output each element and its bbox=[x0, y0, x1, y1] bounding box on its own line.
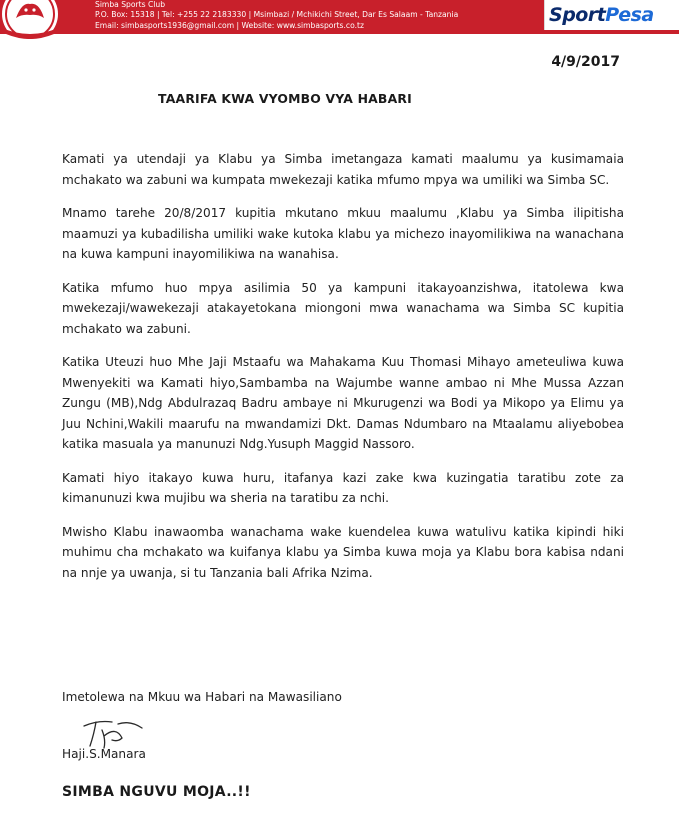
email-website-line: Email: simbasports1936@gmail.com | Website: www.simbasports.co.tz bbox=[95, 20, 364, 30]
paragraph: Mwisho Klabu inawaomba wanachama wake kuendelea kuwa watulivu katika kipindi hiki muhimu cha mchakato wa kuifanya klabu ya Simba kuwa moja ya Klabu bora kabisa ndani na nnje ya uwanja, si tu Tanzania bali Afrika Nzima. bbox=[62, 524, 624, 580]
sponsor-initial: S bbox=[549, 4, 563, 26]
sponsor-word-sport: port bbox=[562, 4, 606, 26]
signer-name: Haji.S.Manara bbox=[62, 747, 146, 761]
paragraph: Mnamo tarehe 20/8/2017 kupitia mkutano mkuu maalumu ,Klabu ya Simba ilipitisha maamuzi ya kubadilisha umiliki wake kutoka klabu ya michezo inayomilikiwa na wanachana na kuwa kampuni inayomilikiwa na wanahisa. bbox=[62, 206, 624, 261]
letter-title: TAARIFA KWA VYOMBO VYA HABARI bbox=[158, 91, 412, 106]
letterhead-band bbox=[0, 0, 679, 34]
issued-by-line: Imetolewa na Mkuu wa Habari na Mawasiliano bbox=[62, 690, 342, 704]
club-slogan: SIMBA NGUVU MOJA..!! bbox=[62, 784, 251, 800]
letterhead-contact bbox=[95, 0, 525, 31]
address-line: P.O. Box: 15318 | Tel: +255 22 2183330 | Msimbazi / Mchikichi Street, Dar Es Salaam - Tanzania bbox=[95, 10, 459, 20]
paragraph: Katika mfumo huo mpya asilimia 50 ya kampuni itakayoanzishwa, itatolewa kwa mwekezaji/wawekezaji atakayetokana miongoni mwa wanachama wa Simba SC kupitia mchakato wa zabuni. bbox=[62, 280, 624, 336]
paragraph: Kamati hiyo itakayo kuwa huru, itafanya kazi zake kwa kuzingatia taratibu zote za kimanunuzi kwa mujibu wa sheria na taratibu za nchi. bbox=[62, 470, 624, 505]
sponsor-logo bbox=[544, 0, 679, 30]
sponsor-wordmark bbox=[549, 3, 654, 27]
paragraph: Katika Uteuzi huo Mhe Jaji Mstaafu wa Mahakama Kuu Thomasi Mihayo ameteuliwa kuwa Mwenyekiti wa Kamati hiyo,Sambamba na Wajumbe wanne ambao ni Mhe Mussa Azzan Zungu (MB),Ndg Abdulrazaq Badru ambaye ni Mkurugenzi wa Bodi ya Mikopo ya Elimu ya Juu Nchini,Wakili maarufu na mwandamizi Dkt. Damas Ndumbaro na Mtaalamu aliyebobea katika masuala ya manunuzi Ndg.Yusuph Maggid Nassoro. bbox=[62, 355, 624, 451]
letter-date: 4/9/2017 bbox=[551, 54, 620, 70]
handwritten-signature bbox=[78, 716, 148, 750]
simba-crest-logo bbox=[0, 0, 68, 48]
letter-body bbox=[62, 149, 624, 596]
paragraph: Kamati ya utendaji ya Klabu ya Simba imetangaza kamati maalumu ya kusimamaia mchakato wa zabuni wa kumpata mwekezaji katika mfumo mpya wa umiliki wa Simba SC. bbox=[62, 152, 624, 187]
sponsor-word-pesa: Pesa bbox=[605, 4, 654, 26]
club-name: Simba Sports Club bbox=[95, 0, 166, 9]
